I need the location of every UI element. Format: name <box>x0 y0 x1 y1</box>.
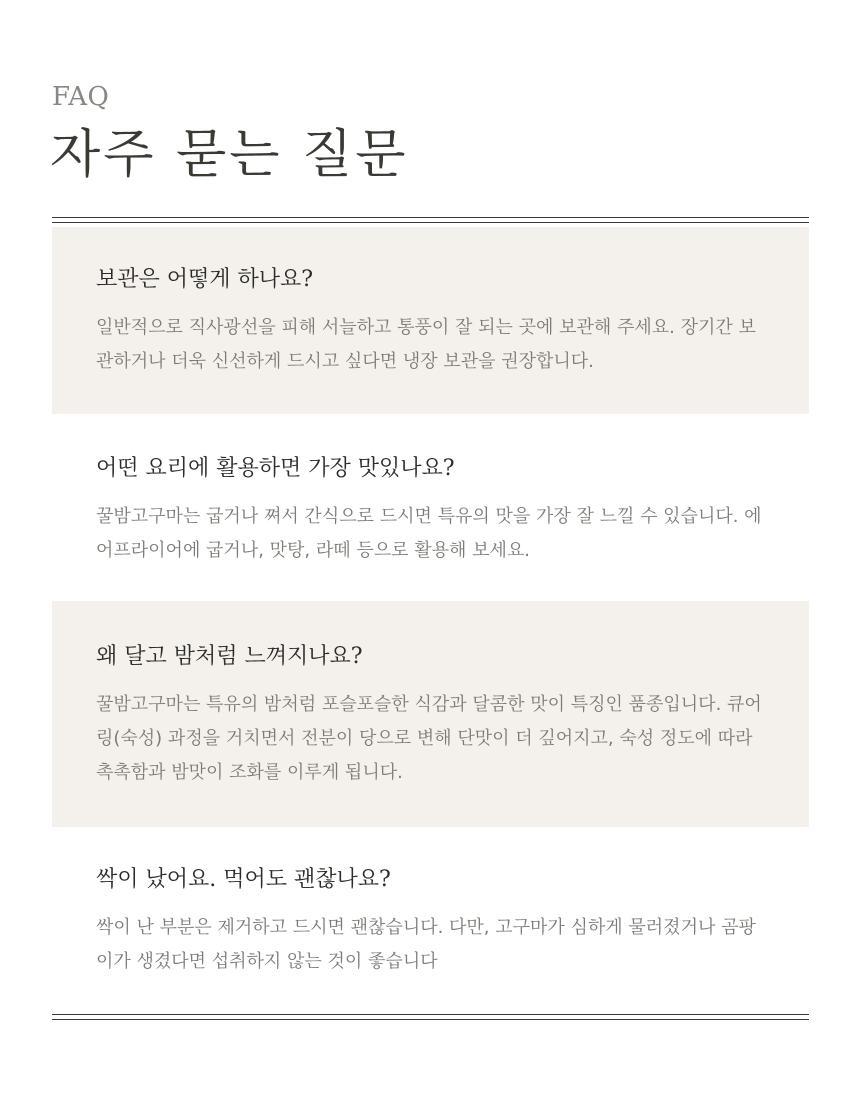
section-eyebrow: FAQ <box>52 82 110 112</box>
faq-question: 싹이 났어요. 먹어도 괜찮나요? <box>96 867 391 892</box>
faq-item-recipes <box>52 414 809 601</box>
faq-question: 어떤 요리에 활용하면 가장 맛있나요? <box>96 456 455 481</box>
faq-answer: 꿀밤고구마는 굽거나 쪄서 간식으로 드시면 특유의 맛을 가장 잘 느낄 수 있습니다. 에어프라이어에 굽거나, 맛탕, 라떼 등으로 활용해 보세요. <box>96 506 762 561</box>
faq-answer: 일반적으로 직사광선을 피해 서늘하고 통풍이 잘 되는 곳에 보관해 주세요. 장기간 보관하거나 더욱 신선하게 드시고 싶다면 냉장 보관을 권장합니다. <box>96 317 756 372</box>
bottom-divider <box>52 1014 809 1020</box>
faq-item-sprouts <box>52 827 809 1003</box>
faq-list <box>52 227 809 1003</box>
top-divider <box>52 217 809 223</box>
faq-question: 보관은 어떻게 하나요? <box>96 267 314 292</box>
faq-item-storage <box>52 227 809 414</box>
faq-answer: 꿀밤고구마는 특유의 밤처럼 포슬포슬한 식감과 달콤한 맛이 특징인 품종입니다. 큐어링(숙성) 과정을 거치면서 전분이 당으로 변해 단맛이 더 깊어지고, 숙성 정도에 따라 촉촉함과 밤맛이 조화를 이루게 됩니다. <box>96 694 762 783</box>
faq-question: 왜 달고 밤처럼 느껴지나요? <box>96 644 363 669</box>
page-title: 자주 묻는 질문 <box>50 125 409 185</box>
faq-answer: 싹이 난 부분은 제거하고 드시면 괜찮습니다. 다만, 고구마가 심하게 물러졌거나 곰팡이가 생겼다면 섭취하지 않는 것이 좋습니다 <box>96 917 756 972</box>
faq-item-sweetness <box>52 601 809 827</box>
